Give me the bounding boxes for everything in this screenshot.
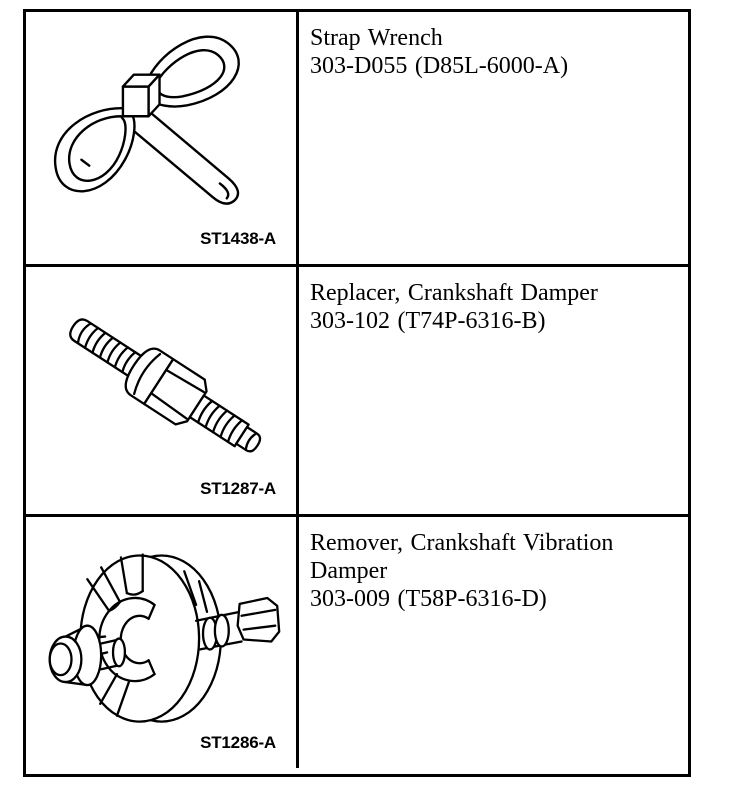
figure-label: ST1438-A [200,229,276,248]
figure-label: ST1287-A [200,479,276,498]
crankshaft-damper-replacer-icon [26,267,296,514]
tool-description-cell [299,267,688,514]
tool-name: Remover, Crankshaft Vibration Damper [310,530,614,584]
tool-number: 303-D055 (D85L-6000-A) [310,53,569,79]
crankshaft-vibration-damper-remover-icon [26,517,296,768]
tool-description-cell [299,12,688,264]
figure-label: ST1286-A [200,733,276,752]
tool-number: 303-102 (T74P-6316-B) [310,308,546,334]
tool-illustration-cell [26,517,299,768]
tool-illustration-cell [26,12,299,264]
tool-description-cell [299,517,688,768]
tool-name: Strap Wrench [310,25,443,51]
table-row [26,12,688,267]
tool-name: Replacer, Crankshaft Damper [310,280,598,306]
special-tools-table [23,9,691,777]
strap-wrench-icon [26,12,296,264]
tool-number: 303-009 (T58P-6316-D) [310,586,547,612]
table-row [26,517,688,768]
tool-illustration-cell [26,267,299,514]
table-row [26,267,688,517]
